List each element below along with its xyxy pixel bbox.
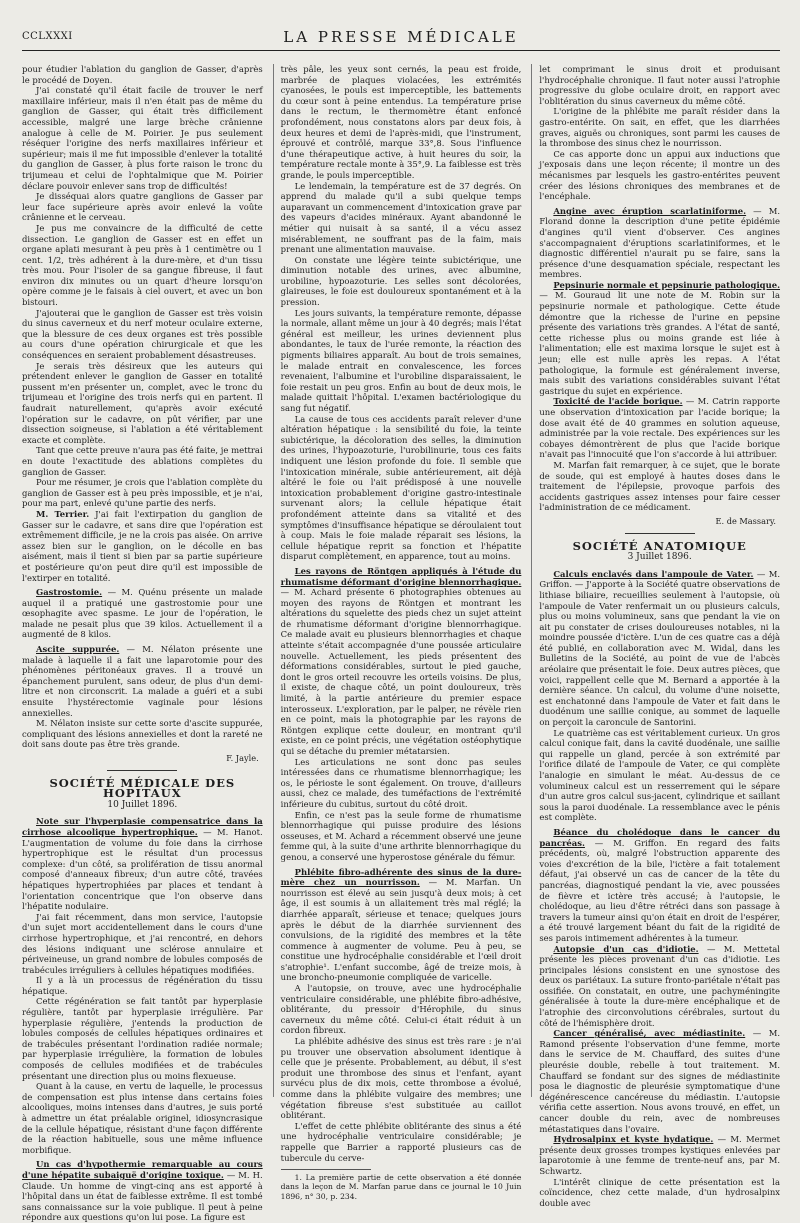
society-date: 10 Juillet 1896. — [107, 799, 178, 810]
section-heading: Pepsinurie normale et pepsinurie pathologique. — [553, 279, 781, 290]
section-entry — [539, 827, 780, 944]
section-entry — [22, 644, 263, 718]
section-heading: Autopsie d'un cas d'idiotie. — [553, 943, 699, 954]
paragraph-text: — M. Marfan. Un nourrisson est élevé au sein jusqu'à deux mois; à cet âge, il est soumis à un allaitement très mal réglé; la diarrhée apparaît, sérieuse et tenace; quelques jours après le début de la diarrhée surviennent des convulsions, de la rigidité des membres et la tête commence à augmenter de volume. Peu à peu, se constitue une hydrocéphalie considérable et l'œil droit s'atrophie¹. L'enfant succombe, âgé de treize mois, à une broncho-pneumonie compliquée de varicelle. — [280, 877, 522, 983]
section-heading: Un cas d'hypothermie remarquable au cours d'une hépatite subaiguë d'origine toxique. — [22, 1159, 263, 1180]
paragraph-text: — M. Florand donne la description d'une petite épidémie d'angines qu'il vient d'observer. Ces angines s'accompagnaient d'éruptions scarlatiniformes, et le diagnostic différentiel n'aurait pu se faire, sans la présence d'une desquamation spéciale, respectant les membres. — [539, 205, 781, 280]
society-date: 3 Juillet 1896. — [627, 552, 692, 563]
paragraph-text: — M. Mermet présente deux grosses trompes kystiques enlevées par laparotomie à une femme de trente-neuf ans, par M. Schwartz. — [539, 1134, 781, 1176]
paragraph: Enfin, ce n'est pas la seule forme de rhumatisme blennorrhagique qui puisse produire des lésions osseuses, et M. Achard a récemment observé une jeune femme qui, à la suite d'une arthrite blennorrhagique du genou, a conservé une hyperostose générale du fémur. — [280, 809, 522, 862]
paragraph: On constate une légère teinte subictérique, une diminution notable des urines, avec albumine, urobiline, hypoazoturie. Les selles sont décolorées, glaireuses, le foie est douloureux spontanément et à la pression. — [280, 254, 522, 308]
section-heading: Les rayons de Röntgen appliqués à l'étude du rhumatisme déformant d'origine blennorrhagique. — [280, 565, 522, 587]
author-signature: E. de Massary. — [715, 515, 777, 526]
paragraph-text: J'ai fait l'extirpation du ganglion de Gasser sur le cadavre, et sans dire que l'opération est extrêmement difficile, je ne la crois pas aisée. On arrive assez bien sur le ganglion, on le décolle en bas aisément, mais il tient si bien par sa partie supérieure et postérieure qu'on peut dire qu'il est impossible de l'extirper en totalité. — [22, 508, 263, 583]
paragraph: La cause de tous ces accidents paraît relever d'une altération hépatique : la sensibilité du foie, la teinte subictérique, la décoloration des selles, la diminution des urines, l'hypoazoturie, l'urobilinurie, tous ces faits indiquent une lésion profonde du foie. Il semble que l'intoxication minérale, subie antérieurement, ait déjà altéré le foie ou l'ait prédisposé à une nouvelle intoxication probablement d'origine gastro-intestinale survenant alors; la cellule hépatique était profondément atteinte dans sa vitalité et des symptômes d'insuffisance hépatique se déroulaient tout à coup. Mais le foie malade réparait ses lésions, la cellule hépatique reprit sa fonction et l'hépatite disparut complètement, en apparence, tout au moins. — [280, 413, 522, 562]
paragraph: Je pus me convaincre de la difficulté de cette dissection. Le ganglion de Gasser est en effet un organe aplati mesurant à peu près à 1 centimètre ou 1 cent. 1/2, très adhérent à la dure-mère, et d'un tissu très mou. Pour l'isoler de sa gangue fibreuse, il faut environ dix minutes ou un quart d'heure lorsqu'on opère comme je le faisais à ciel ouvert, et avec un bon bistouri. — [22, 222, 263, 308]
paragraph: Cette régénération se fait tantôt par hyperplasie régulière, tantôt par hyperplasie irrégulière. Par hyperplasie régulière, j'entends la production de lobules composés de cellules hépatiques ordinaires et de trabécules présentant l'ordination radiée normale; par hyperplasie irrégulière, la formation de lobules composés de cellules modifiées et de trabécules présentant une direction plus ou moins flexueuse. — [22, 996, 263, 1081]
paragraph: très pâle, les yeux sont cernés, la peau est froide, marbrée de plaques violacées, les extrémités cyanosées, le pouls est imperceptible, les battements du cœur sont à peine entendus. La température prise dans le rectum, le thermomètre étant enfoncé profondément, nous constatons alors par deux fois, à deux heures et demi de l'après-midi, que l'instrument, éprouvé et contrôlé, marque 33°,8. Sous l'influence d'une thérapeutique active, à huit heures du soir, la température rectale monte à 35°,9. La faiblesse est très grande, le pouls imperceptible. — [280, 64, 522, 180]
paragraph — [22, 509, 263, 583]
paragraph: Le quatrième cas est véritablement curieux. Un gros calcul conique fait, dans la cavité duodénale, une saillie qui rappelle un gland, percée à son extrémité par l'orifice dilaté de l'ampoule de Vater, ce qui complète l'analogie en simulant le méat. Au-dessus de ce volumineux calcul est un resserrement qui le sépare d'un autre gros calcul sus-jacent, cylindrique et saillant sous la paroi duodénale. La ressemblance avec le pénis est complète. — [539, 727, 781, 823]
section-entry — [281, 867, 522, 984]
paragraph-text: — M. Ramond présente l'observation d'une femme, morte dans le service de M. Chauffard, des suites d'une pleurésie double, rebelle à tout traitement. M. Chauffard se fondant sur des signes de médiastinite posa le diagnostic de pleurésie symptomatique d'une dégénérescence cancéreuse du médiastin. L'autopsie vérifia cette assertion. Nous avons trouvé, en effet, un cancer double du rein, avec de nombreuses métastatiques dans l'ovaire. — [539, 1028, 781, 1134]
paragraph-text: — M. Hanot. L'augmentation de volume du foie dans la cirrhose hypertrophique est le résultat d'un processus complexe: d'un côté, sa prolifération de tissu anormal composé d'anneaux fibreux; d'un autre côté, travées hépatiques hypertrophiées par places et tendant à l'orientation concentrique que l'on observe dans l'hépatite nodulaire. — [22, 826, 263, 912]
paragraph: Il y a là un processus de régénération du tissu hépatique. — [22, 975, 263, 996]
speaker-name: M. Terrier. — [36, 508, 90, 519]
section-heading: Hydrosalpinx et kyste hydatique. — [553, 1134, 714, 1145]
section-entry — [539, 569, 780, 728]
paragraph-text: — M. Achard présente 6 photographies obtenues au moyen des rayons de Röntgen et montrant les altérations du squelette des pieds chez un sujet atteint de rhumatisme déformant d'origine blennorrhagique. Ce malade avait eu plusieurs blennorrhagies et chaque atteinte s'était accompagnée d'une poussée articulaire nouvelle. Actuellement, les pieds présentent des déformations considérables, surtout le pied gauche, dont le gros orteil recouvre les orteils voisins. De plus, il existe, de chaque côté, un point douloureux, très limité, à la partie antérieure du premier espace interosseux. L'exploration, par le palper, ne révèle rien en ce point, mais la photographie par les rayons de Röntgen explique cette douleur, en montrant qu'il existe, en ce point précis, une végétation ostéophytique qui se détache du premier métatarsien. — [280, 587, 522, 756]
page-number: CCLXXXI — [22, 31, 73, 42]
society-title: SOCIÉTÉ MÉDICALE DES HOPITAUX — [49, 775, 236, 801]
section-entry — [539, 1028, 780, 1134]
paragraph-text: — M. Nélaton présente une malade à laquelle il a fait une laparotomie pour des phénomènes péritonéaux graves. Il a trouvé un épanchement purulent, sans odeur, de plus d'un demi-litre et non circonscrit. La malade a guéri et a subi ensuite l'hystérectomie vaginale pour lésions annexielles. — [22, 644, 263, 718]
section-entry — [539, 396, 780, 460]
section-entry — [539, 1134, 780, 1176]
paragraph: Les jours suivants, la température remonte, dépasse la normale, allant même un jour à 40 degrés; mais l'état général est meilleur, les urines deviennent plus abondantes, le taux de l'urée remonte, la réaction des pigments biliaires apparaît. Au bout de trois semaines, le malade entrait en convalescence, les forces revenaient, l'albumine et l'urobiline disparaissaient, le foie restait un peu gros. Enfin au bout de deux mois, le malade quittait l'hôpital. L'examen bactériologique du sang fut négatif. — [280, 307, 522, 413]
paragraph: J'ai constaté qu'il était facile de trouver le nerf maxillaire inférieur, mais il n'en était pas de même du ganglion de Gasser, qui était très difficilement accessible, malgré une large brèche crânienne analogue à celle de M. Poirier. Je pus seulement réséquer l'origine des nerfs maxillaires inférieur et supérieur; mais il me fut impossible d'enlever la totalité du ganglion de Gasser, à plus forte raison le tronc du trijumeau et celui de l'ophtalmique que M. Poirier déclare pouvoir enlever sans trop de difficultés! — [22, 85, 263, 191]
paragraph-text: — M. Catrin rapporte une observation d'intoxication par l'acide borique; la dose avait été de 40 grammes en solution aqueuse, administrée par la voie rectale. Des expériences sur les cobayes démontrèrent de plus que l'acide borique n'avait pas l'innocuité que l'on s'accorde à lui attribuer. — [539, 396, 781, 460]
paragraph: Ce cas apporte donc un appui aux inductions que j'exposais dans une leçon récente; il montre un des mécanismes par lesquels les gastro-entérites peuvent créer des lésions chroniques des membranes et de l'encéphale. — [539, 148, 781, 202]
section-entry — [22, 1159, 263, 1223]
paragraph: J'ai fait récemment, dans mon service, l'autopsie d'un sujet mort accidentellement dans le cours d'une cirrhose hypertrophique, et j'ai rencontré, en dehors des lésions indiquant une sclérose annulaire et périveineuse, un grand nombre de lobules composés de trabécules irréguliers à cellules hépatiques modifiées. — [22, 911, 263, 975]
paragraph: L'origine de la phlébite me paraît résider dans la gastro-entérite. On sait, en effet, que les diarrhées graves, aiguës ou chroniques, sont parmi les causes de la thrombose des sinus chez le nourrisson. — [539, 106, 781, 149]
section-divider — [107, 770, 177, 771]
paragraph: Je serais très désireux que les auteurs qui prétendent enlever le ganglion de Gasser en totalité pussent m'en présenter un, complet, avec le tronc du trijumeau et l'origine des trois nerfs qui en partent. Il faudrait naturellement, qu'après avoir exécuté l'opération sur le cadavre, on pût vérifier, par une dissection soigneuse, si l'ablation a été véritablement exacte et complète. — [22, 360, 263, 445]
section-entry — [539, 944, 780, 1029]
section-heading: Angine avec éruption scarlatiniforme. — [553, 205, 747, 216]
paragraph: La phlébite adhésive des sinus est très rare : je n'ai pu trouver une observation absolument identique à celle que je présente. Probablement, au début, il s'est produit une thrombose des sinus et l'enfant, ayant survécu plus de dix mois, cette thrombose a évolué, comme dans la phlébite vulgaire des membres; une végétation fibreuse s'est substituée au caillot oblitérant. — [280, 1036, 522, 1121]
paragraph-text: — M. Griffon. En regard des faits précédents, où, malgré l'obstruction apparente des voies d'excrétion de la bile, l'ictère a fait totalement défaut, j'ai observé un cas de cancer de la tête du pancréas, diagnostiqué pendant la vie, avec poussées de fièvre et ictère très accusé; à l'autopsie, le cholédoque, au lieu d'être rétréci dans son passage à travers la tumeur ainsi qu'on était en droit de l'espérer, a été trouvé largement béant du fait de la rigidité de ses parois intimement adhérentes à la tumeur. — [539, 837, 781, 943]
section-entry — [22, 587, 263, 640]
paragraph: A l'autopsie, on trouve, avec une hydrocéphalie ventriculaire considérable, une phlébite fibro-adhésive, oblitérante, du pressoir d'Hérophile, du sinus caverneux du même côté. Celui-ci était réduit à un cordon fibreux. — [280, 983, 522, 1036]
journal-title: LA PRESSE MÉDICALE — [283, 28, 519, 46]
section-heading: Phlébite fibro-adhérente des sinus de la dure-mère chez un nourrisson. — [280, 866, 522, 888]
section-heading: Béance du cholédoque dans le cancer du pancréas. — [539, 826, 781, 848]
paragraph: let comprimant le sinus droit et produisant l'hydrocéphalie chronique. Il faut noter aussi l'atrophie progressive du globe oculaire droit, en rapport avec l'oblitération du sinus caverneux du même côté. — [539, 64, 781, 106]
paragraph: Le lendemain, la température est de 37 degrés. On apprend du malade qu'il a subi quelque temps auparavant un commencement d'intoxication grave par des vapeurs d'acides minéraux. Ayant abandonné le métier qui nuisait à sa santé, il a vécu assez misérablement, ne souffrant pas de la faim, mais prenant une alimentation mauvaise. — [280, 180, 522, 255]
paragraph-text: — M. H. Claude. Un homme de vingt-cinq ans est apporté à l'hôpital dans un état de faiblesse extrême. Il est tombé sans connaissance sur la voie publique. Il peut à peine répondre aux questions qu'on lui pose. La figure est — [22, 1169, 263, 1223]
paragraph: M. Marfan fait remarquer, à ce sujet, que le borate de soude, qui est employé à hautes doses dans le traitement de l'épilepsie, provoque parfois des accidents gastriques assez intenses pour faire cesser l'administration de ce médicament. — [539, 459, 781, 513]
column-2 — [273, 64, 522, 1201]
paragraph: M. Nélaton insiste sur cette sorte d'ascite suppurée, compliquant des lésions annexielles et dont la rareté ne doit sans doute pas être très grande. — [22, 718, 263, 750]
paragraph: pour étudier l'ablation du ganglion de Gasser, d'après le procédé de Doyen. — [22, 64, 263, 85]
paragraph: Pour me résumer, je crois que l'ablation complète du ganglion de Gasser est à peu près impossible, et je n'ai, pour ma part, enlevé qu'une partie des nerfs. — [22, 477, 263, 509]
column-3 — [531, 64, 781, 1208]
paragraph: Quant à la cause, en vertu de laquelle, le processus de compensation est plus intense dans certains foies alcooliques, moins intenses dans d'autres, je suis porté à admettre un état préalable originel, idiosyncrasique de la cellule hépatique, résistant d'une façon différente de la réaction habituelle, sous une même influence morbifique. — [22, 1081, 263, 1155]
section-entry — [281, 566, 522, 757]
section-entry — [539, 280, 780, 397]
paragraph: L'effet de cette phlébite oblitérante des sinus a été une hydrocéphalie ventriculaire considérable; je rappelle que Barrier a rapporté plusieurs cas de tubercule du cerve- — [280, 1120, 522, 1163]
footnote-divider — [281, 1169, 371, 1170]
paragraph-text: — M. Mettetal présente les pièces provenant d'un cas d'idiotie. Les principales lésions consistent en une synostose des deux os pariétaux. La suture fronto-pariétale n'était pas ossifiée. On constatait, en outre, une pachyméningite généralisée à toute la dure-mère encéphalique et de l'atrophie des circonvolutions cérébrales, surtout du côté de l'hémisphère droit. — [539, 943, 781, 1028]
page-header — [22, 28, 780, 51]
society-title: SOCIÉTÉ ANATOMIQUE — [572, 538, 747, 553]
paragraph: Tant que cette preuve n'aura pas été faite, je mettrai en doute l'exactitude des ablations complètes du ganglion de Gasser. — [22, 445, 263, 477]
section-entry — [539, 206, 780, 280]
section-heading: Calculs enclavés dans l'ampoule de Vater. — [553, 568, 754, 579]
paragraph: L'intérêt clinique de cette présentation est la coïncidence, chez cette malade, d'un hydrosalpinx double avec — [539, 1176, 781, 1208]
section-heading: Toxicité de l'acide borique. — [553, 396, 683, 407]
author-signature: F. Jayle. — [226, 753, 259, 763]
paragraph: Je disséquai alors quatre ganglions de Gasser par leur face supérieure après avoir enlevé la voûte crânienne et le cerveau. — [22, 191, 263, 223]
section-entry — [22, 816, 263, 911]
paragraph: J'ajouterai que le ganglion de Gasser est très voisin du sinus caverneux et du nerf moteur oculaire externe, que la blessure de ces deux organes est très possible au cours d'une opération chirurgicale et que les conséquences en seraient probablement désastreuses. — [22, 307, 263, 361]
paragraph: Les articulations ne sont donc pas seules intéressées dans ce rhumatisme blennorrhagique; les os, le périoste le sont également. On trouve, d'ailleurs aussi, chez ce malade, des tuméfactions de l'extrémité inférieure du cubitus, surtout du côté droit. — [280, 756, 522, 809]
section-heading: Gastrostomie. — [36, 587, 103, 598]
section-heading: Ascite suppurée. — [36, 644, 120, 655]
footnote: 1. La première partie de cette observation a été donnée dans la leçon de M. Marfan parue dans ce journal le 10 Juin 1896, n° 30, p. 234. — [280, 1173, 522, 1201]
paragraph-text: — M. Griffon. — J'apporte à la Société quatre observations de lithiase biliaire, recueillies seulement à l'autopsie, où l'ampoule de Vater renfermait un ou plusieurs calculs, plus ou moins volumineux, sans que pendant la vie on ait pu constater de crises douloureuses notables, ni la moindre poussée d'ictère. L'un de ces quatre cas a déjà été publié, en collaboration avec M. Widal, dans les Bulletins de la Société, au point de vue de l'abcès aréolaire que présentait le foie. Deux autres pièces, que voici, rappellent celle que M. Bernard a apportée à la dernière séance. Un calcul, du volume d'une noisette, est enchatonné dans l'ampoule de Vater et fait dans le duodénum une saillie conique, au sommet de laquelle on perçoit la caroncule de Santorini. — [539, 568, 781, 728]
section-heading: Note sur l'hyperplasie compensatrice dans la cirrhose alcoolique hypertrophique. — [22, 816, 263, 837]
text-columns — [22, 64, 781, 1223]
section-divider — [625, 533, 695, 534]
section-heading: Cancer généralisé, avec médiastinite. — [553, 1028, 746, 1039]
column-1 — [22, 64, 263, 1223]
paragraph-text: — M. Quénu présente un malade auquel il a pratiqué une gastrostomie pour une œsophagite avec spasme. Le jour de l'opération, le malade ne pesait plus que 39 kilos. Actuellement il a augmenté de 8 kilos. — [22, 587, 263, 640]
paragraph-text: — M. Gouraud lit une note de M. Robin sur la pepsinurie normale et pathologique. Cette étude démontre que la richesse de l'urine en pepsine présente des variations très grandes. A l'état de santé, cette richesse plus ou moins grande est liée à l'alimentation; elle est maxima lorsque le sujet est à jeun; elle est nulle après les repas. A l'état pathologique, la formule est généralement inverse, mais subit des variations considérables suivant l'état gastrique du sujet en expérience. — [539, 290, 781, 396]
